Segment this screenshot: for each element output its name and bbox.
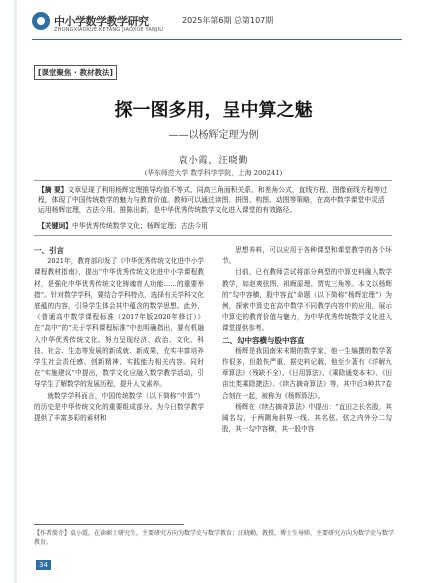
page-number: 34 bbox=[36, 560, 51, 570]
footnote: 【作者简介】袁小霞，在读硕士研究生，主要研究方向为数学史与数学教育；汪晓勤，教授，博士生导师，主要研究方向为数学史与数学教育。 bbox=[34, 530, 395, 546]
journal-title: 中小学数学教学研究 bbox=[54, 15, 149, 28]
keywords-text: 中华优秀传统数学文化；杨辉定理；古法今用 bbox=[71, 222, 208, 230]
journal-header bbox=[32, 10, 402, 48]
article-title: 探一图多用，呈中算之魅 bbox=[114, 100, 313, 121]
keywords-label: 【关键词】 bbox=[38, 222, 72, 230]
section-heading-two: 二、勾中容横与股中容直 bbox=[222, 335, 305, 345]
article-authors: 袁小霞，汪晓勤 bbox=[178, 156, 249, 166]
page-edge-bar bbox=[14, 0, 17, 583]
header-rule bbox=[32, 39, 402, 40]
journal-title-en: ZHONGXIAOXUE KETANG JIAOXUE YANJIU bbox=[54, 27, 164, 33]
article-subtitle: ——以杨辉定理为例 bbox=[168, 130, 259, 141]
journal-logo-icon bbox=[32, 12, 50, 30]
abstract-text: 文章呈现了利用杨辉定理推导均值不等式、同高三角面积关系、和差角公式，直线方程、图像面线方程等过程，体现了中国传统数学的魅力与教育价值。教师可以通过读图、拼图、构图、动图等策略，在高中数学课堂中灵活运用杨辉定理，古法今用、推陈出新，是中华优秀传统数学文化进入课堂的有效路径。 bbox=[38, 186, 388, 214]
paragraph: 思想养料，可以应用于各种课型和课堂教学的各个环节。 bbox=[222, 246, 392, 266]
journal-issue: 2025年第6期 总第107期 bbox=[182, 16, 274, 25]
right-column bbox=[222, 245, 392, 435]
paragraph: 目前，已有教师尝试将部分典型的中算史料融入数学教学，如赵爽弦图、祖暅原理、贾宪三角等。本文以杨辉的“勾中容横，股中容直”命题（以下简称“杨辉定理”）为例，探索中算史在高中数学不同教学内容中的应用，展示中算史的教育价值与魅力，为中华优秀传统数学文化进入课堂提供参考。 bbox=[222, 268, 392, 333]
paragraph: 2021年，教育部印发了《中华优秀传统文化进中小学课程教材指南》，提出“中华优秀传统文化进中小学课程教材，是强化中华优秀传统文化铸魂育人功能……的重要举措”。针对数学学科，要结合学科特点，选择有关学科文化底蕴的内容，引导学生体会其中蕴含的数学思想。此外，《普通高中数学课程标准（2017年版2020年修订）》在“高中”的“关于学科课程标准”中也明确指出，要有机融入中华优秀传统文化。努力呈现经济、政治、文化、科技、社会、生态等发展的新成就、新成果，充实丰富培养学生社会责任感、创新精神、实践能力相关内容。同时在“实施建议”中提出，数学文化应融入数学教学活动，引导学生了解数学的发展历程，提升人文素养。 bbox=[34, 257, 204, 389]
keywords bbox=[38, 221, 390, 231]
section-heading-intro: 一、引言 bbox=[34, 246, 64, 255]
abstract bbox=[38, 185, 390, 215]
footnote-rule bbox=[34, 524, 184, 525]
paragraph: 杨辉在《续古摘奇算法》中提出：“直田之长名股，其阔名勾，于两隅角斜界一线，其名弦。弦之内外分二勾股，其一勾中容横，其一股中容 bbox=[222, 402, 392, 434]
paragraph: 杨辉是我国南宋末期的数学家，他一生编撰的数学著作很多，但散佚严重，据史料记载，他至少著有《详解九章算法》（残缺不全）、《日用算法》、《乘除通变本末》、《田亩比类乘除捷法》、《续古摘奇算法》等，其中后3种共7卷合刻在一起，被称为《杨辉算法》。 bbox=[222, 346, 392, 400]
author-affiliation: (华东师范大学 数学科学学院，上海 200241) bbox=[144, 169, 283, 177]
column-tag: [课堂聚焦 · 教材教法] bbox=[34, 65, 117, 80]
left-column bbox=[34, 245, 204, 424]
abstract-label: 【摘 要】 bbox=[38, 186, 68, 194]
paragraph: 就数学学科而言，中国传统数学（以下简称“中算”）的历史是中华传统文化的重要组成部分。为今日数学教学提供了丰富多彩的素材和 bbox=[34, 391, 204, 423]
